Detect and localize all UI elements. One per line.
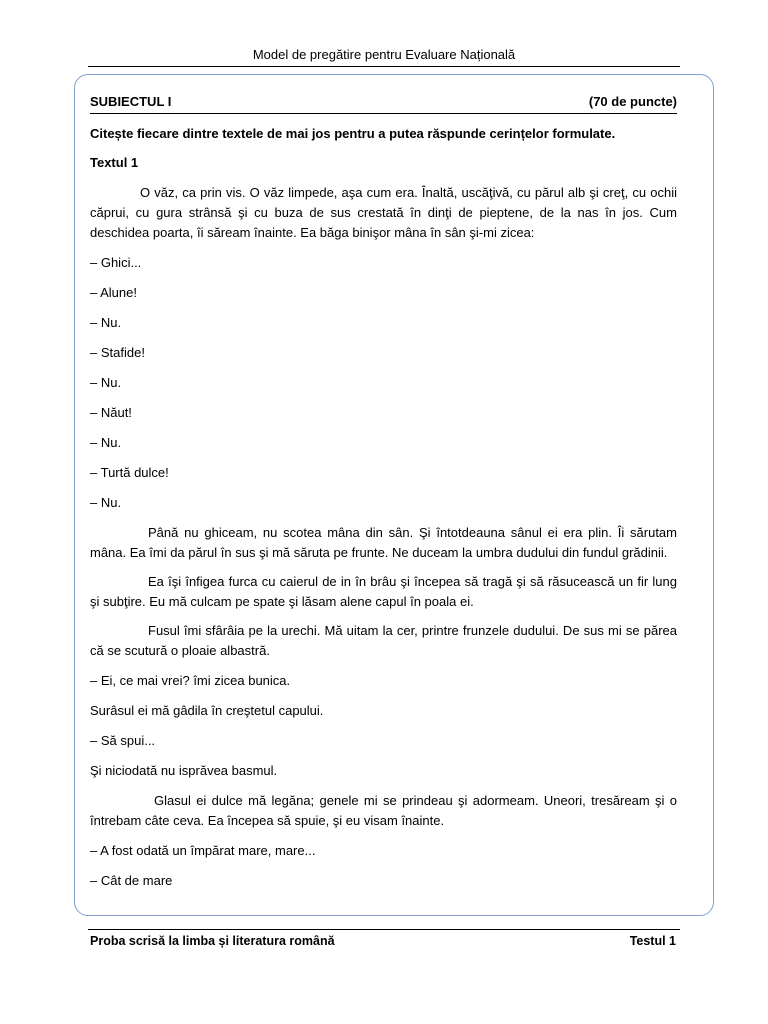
footer-exam-name: Proba scrisă la limba și literatura română [90,934,335,948]
dialogue-line-10: – Ei, ce mai vrei? îmi zicea bunica. [90,673,291,688]
header-divider [88,66,680,67]
dialogue-line-4: – Stafide! [90,345,145,360]
exam-content [90,93,677,891]
text-label: Textul 1 [90,155,139,170]
dialogue-line-13: – Cât de mare [90,873,173,888]
instruction-text: Citește fiecare dintre textele de mai jos pentru a putea răspunde cerințelor formulate. [90,126,616,141]
dialogue-line-11: – Să spui... [90,733,156,748]
paragraph-7: Glasul ei dulce mă legăna; genele mi se prindeau şi adormeam. Uneori, tresăream şi o întrebam câte ceva. Ea începea să spuie, şi eu visam înainte. [90,793,677,828]
dialogue-line-12: – A fost odată un împărat mare, mare... [90,843,316,858]
paragraph-4: Fusul îmi sfârâia pe la urechi. Mă uitam la cer, printre frunzele dudului. De sus mi se părea că se scutură o ploaie albastră. [90,623,677,658]
paragraph-6: Şi niciodată nu isprăvea basmul. [90,763,278,778]
dialogue-line-6: – Năut! [90,405,132,420]
paragraph-3: Ea îşi înfigea furca cu caierul de in în brâu şi începea să tragă şi să răsucească un fir lung şi subţire. Eu mă culcam pe spate şi lăsam alene capul în poala ei. [90,574,677,609]
dialogue-line-2: – Alune! [90,285,137,300]
paragraph-2: Până nu ghiceam, nu scotea mâna din sân. Şi întotdeauna sânul ei era plin. Îi sărutam mâna. Ea îmi da părul în sus şi mă săruta pe frunte. Ne duceam la umbra dudului din fundul grădinii. [90,525,677,560]
footer-divider [88,929,680,930]
footer-test-number: Testul 1 [629,934,676,948]
dialogue-line-5: – Nu. [90,375,122,390]
dialogue-line-7: – Nu. [90,435,122,450]
page-header-title: Model de pregătire pentru Evaluare Națională [252,47,516,62]
paragraph-5: Surâsul ei mă gâdila în creştetul capului. [90,703,324,718]
dialogue-line-1: – Ghici... [90,255,142,270]
paragraph-1: O văz, ca prin vis. O văz limpede, aşa cum era. Înaltă, uscăţivă, cu părul alb şi creţ, cu ochii căprui, cu gura strânsă şi cu buza de sus crestată în dinţi de pieptene, de la nas în jos. Cum deschidea poarta, îi săream înainte. Ea băga binişor mâna în sân şi-mi zicea: [90,185,677,240]
dialogue-line-8: – Turtă dulce! [90,465,169,480]
subject-points: (70 de puncte) [588,94,677,109]
subject-name: SUBIECTUL I [90,94,172,109]
dialogue-line-9: – Nu. [90,495,122,510]
subject-heading-row [90,93,677,114]
dialogue-line-3: – Nu. [90,315,122,330]
